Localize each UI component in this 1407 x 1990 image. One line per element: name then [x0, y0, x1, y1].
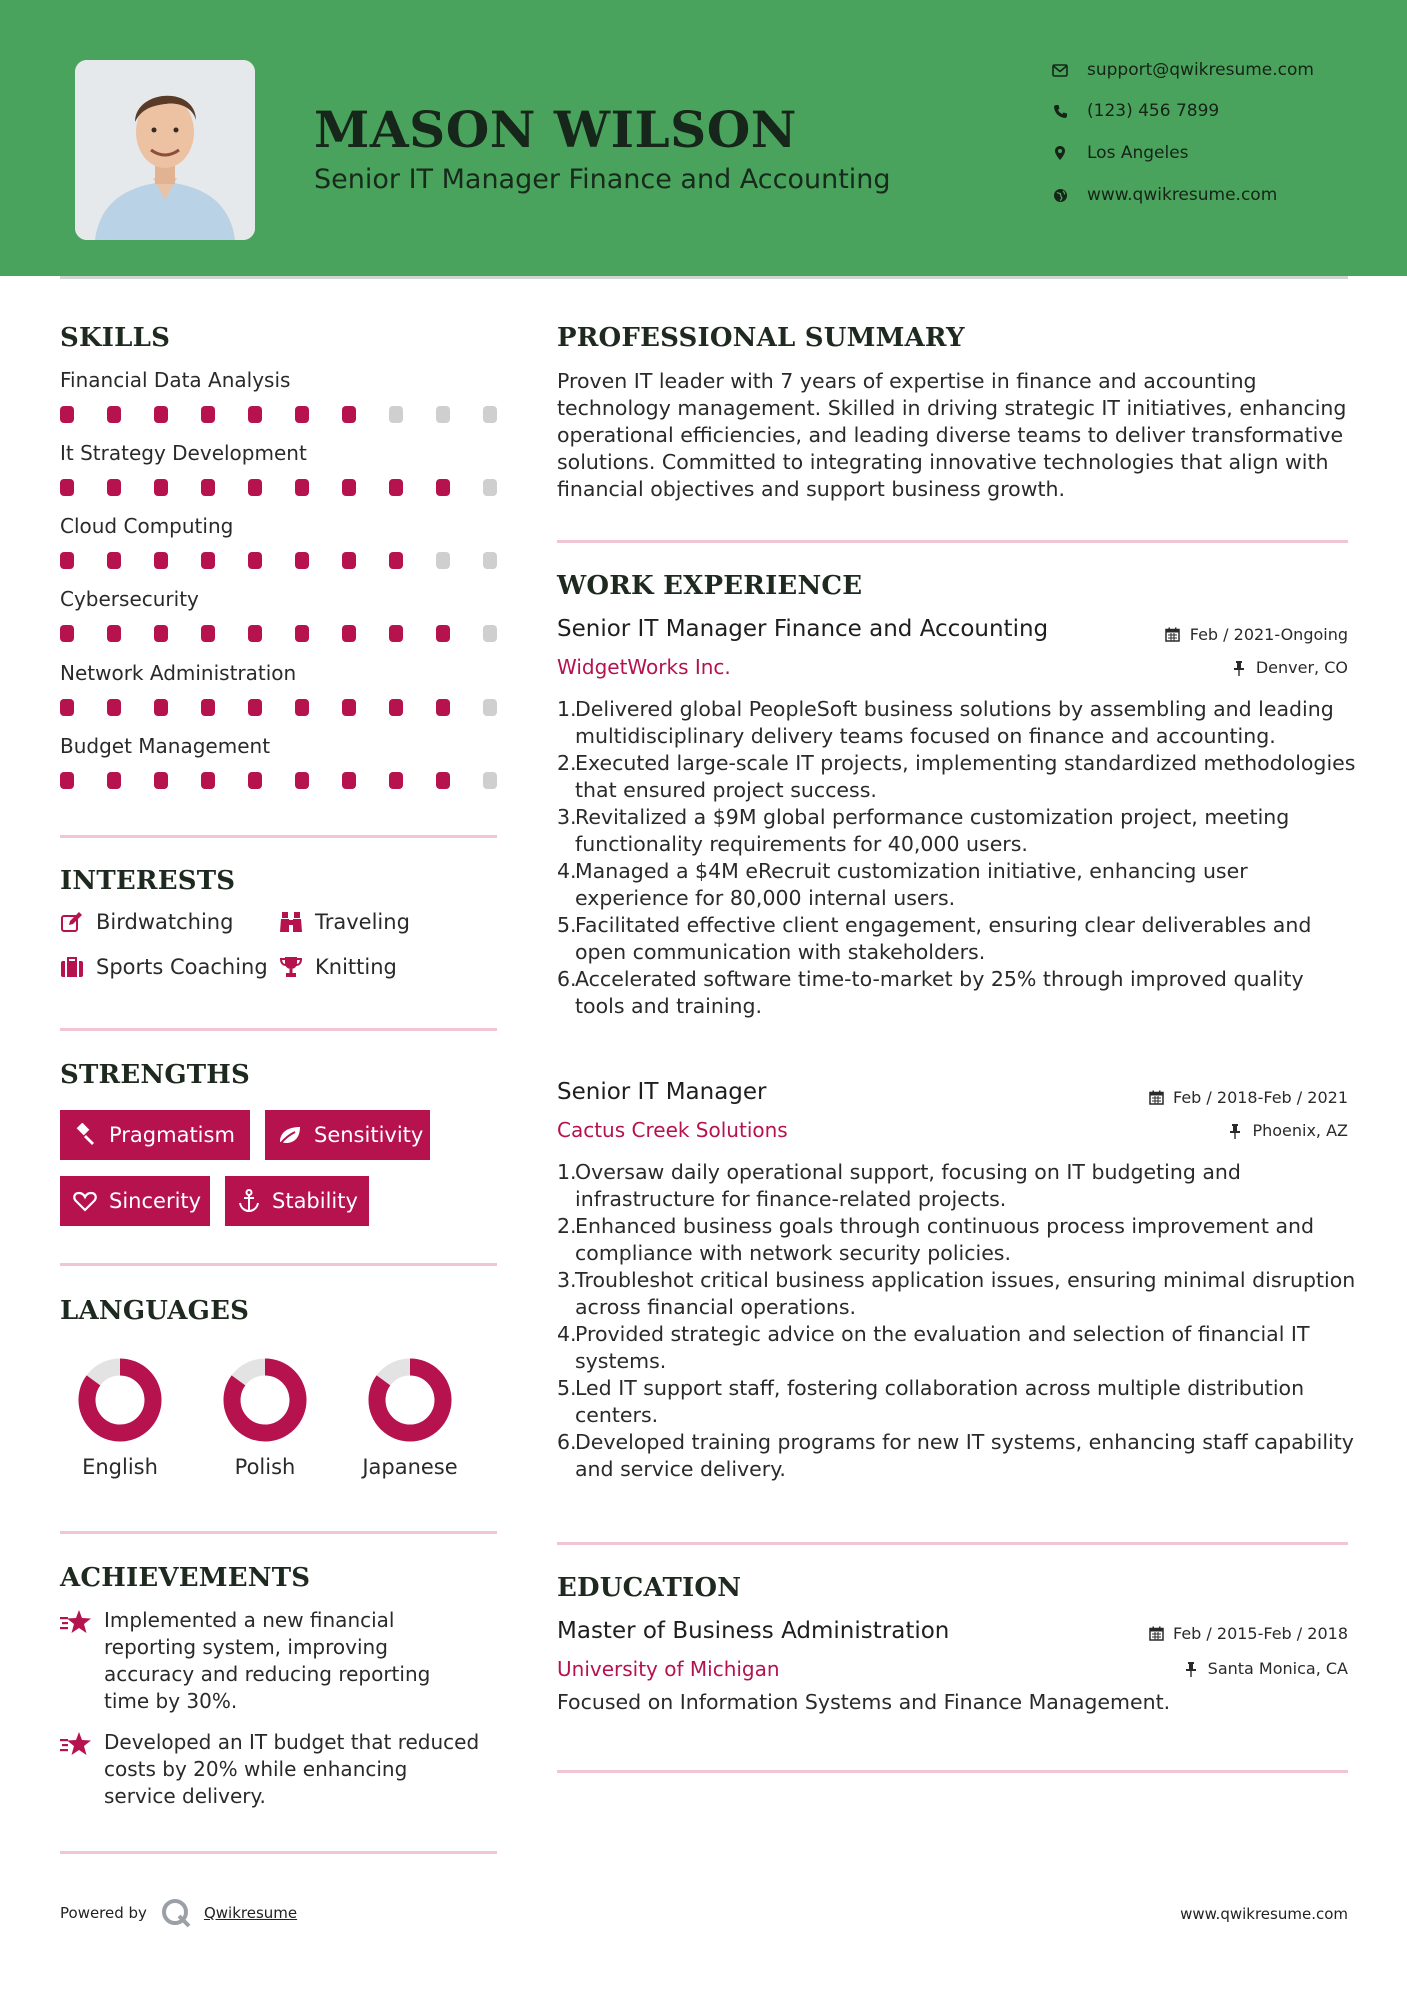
language-label: Polish: [234, 1455, 296, 1479]
list-item: 6. Accelerated software time-to-market by 25% through improved quality tools and training.: [557, 967, 1304, 1018]
skill-dot-filled: [295, 625, 309, 642]
skill-dot-filled: [248, 479, 262, 496]
job-dates: [1147, 1088, 1348, 1107]
achievement-item: [60, 1607, 480, 1715]
languages-heading: LANGUAGES: [60, 1296, 250, 1326]
skill-dot-filled: [107, 552, 121, 569]
skill-dot-filled: [342, 406, 356, 423]
list-item: 1. Delivered global PeopleSoft business solutions by assembling and leading multidisciplinary delivery teams focused on finance and accounting.: [557, 697, 1334, 748]
skill-rating: [60, 479, 530, 496]
education-dates-text: Feb / 2015-Feb / 2018: [1173, 1624, 1348, 1643]
skill-dot-filled: [154, 625, 168, 642]
section-divider: [60, 1263, 497, 1266]
skill-dot-filled: [436, 479, 450, 496]
language-item: [65, 1355, 175, 1479]
interest-item: [279, 910, 410, 934]
contact-location-text: Los Angeles: [1087, 143, 1189, 163]
interest-item: [60, 955, 268, 979]
degree-title: Master of Business Administration: [557, 1618, 950, 1644]
leaf-icon: [278, 1123, 302, 1147]
list-item: 3. Troubleshot critical business application issues, ensuring minimal disruption across financial operations.: [557, 1268, 1356, 1319]
footer-url[interactable]: www.qwikresume.com: [1180, 1905, 1348, 1923]
language-ring: [75, 1355, 165, 1445]
skill-dot-filled: [295, 552, 309, 569]
contact-phone[interactable]: [1050, 96, 1370, 126]
skill-dot-filled: [248, 552, 262, 569]
skill-name: Budget Management: [60, 734, 271, 758]
interests-heading: INTERESTS: [60, 866, 236, 896]
skill-dot-filled: [154, 552, 168, 569]
binoculars-icon: [279, 910, 303, 934]
skill-dot-filled: [60, 772, 74, 789]
job-location-text: Phoenix, AZ: [1252, 1121, 1348, 1140]
skill-dot-filled: [201, 479, 215, 496]
education-location-text: Santa Monica, CA: [1207, 1659, 1348, 1678]
calendar-icon: [1147, 1625, 1165, 1643]
strength-label: Sincerity: [109, 1189, 202, 1213]
company-name: Cactus Creek Solutions: [557, 1118, 788, 1142]
job-title: Senior IT Manager: [557, 1079, 767, 1105]
skill-dot-filled: [295, 406, 309, 423]
skill-name: Cybersecurity: [60, 587, 199, 611]
qwikresume-logo-icon: [160, 1898, 194, 1928]
section-divider: [60, 1851, 497, 1854]
skill-dot-filled: [248, 699, 262, 716]
skill-dot-filled: [60, 625, 74, 642]
language-item: [210, 1355, 320, 1479]
job-bullets: [557, 696, 1357, 1020]
skill-dot-empty: [483, 772, 497, 789]
skill-dot-filled: [389, 699, 403, 716]
list-item: 1. Oversaw daily operational support, focusing on IT budgeting and infrastructure for finance-related projects.: [557, 1160, 1241, 1211]
skill-dot-filled: [201, 552, 215, 569]
section-divider: [557, 1542, 1348, 1545]
interest-label: Knitting: [315, 955, 397, 979]
skill-dot-filled: [248, 625, 262, 642]
experience-heading: WORK EXPERIENCE: [557, 571, 863, 601]
job-location-text: Denver, CO: [1255, 658, 1348, 677]
skill-dot-filled: [107, 479, 121, 496]
skill-dot-filled: [389, 552, 403, 569]
skill-dot-filled: [342, 479, 356, 496]
skill-dot-filled: [389, 479, 403, 496]
section-divider: [60, 1028, 497, 1031]
education-description: Focused on Information Systems and Finance Management.: [557, 1690, 1171, 1714]
skill-dot-filled: [107, 772, 121, 789]
calendar-icon: [1147, 1089, 1165, 1107]
phone-icon: [1050, 101, 1070, 121]
anchor-icon: [238, 1189, 260, 1213]
job-location: [1230, 658, 1348, 677]
job-location: [1226, 1121, 1348, 1140]
summary-text: Proven IT leader with 7 years of expertise in finance and accounting technology management. Skilled in driving strategic IT initiatives, enhancing operational efficiencies, and leading diverse teams to deliver transformative solutions. Committed to integrating innovative technologies that align with financial objectives and support business growth.: [557, 369, 1347, 501]
achievement-text: Developed an IT budget that reduced costs by 20% while enhancing service delivery.: [104, 1730, 480, 1808]
education-location: [1182, 1659, 1348, 1678]
gavel-icon: [73, 1123, 97, 1147]
skill-dot-filled: [60, 479, 74, 496]
strength-badge: [60, 1176, 210, 1226]
skill-dot-empty: [483, 625, 497, 642]
contact-email[interactable]: [1050, 55, 1370, 85]
skill-dot-filled: [154, 406, 168, 423]
skill-dot-filled: [60, 406, 74, 423]
contact-location: [1050, 138, 1370, 168]
skill-name: Cloud Computing: [60, 514, 234, 538]
job-dates-text: Feb / 2021-Ongoing: [1189, 625, 1348, 644]
skill-dot-filled: [248, 406, 262, 423]
star-icon: [60, 1609, 92, 1635]
briefcase-icon: [60, 955, 84, 979]
skill-dot-empty: [483, 552, 497, 569]
skill-dot-empty: [389, 406, 403, 423]
strength-label: Stability: [272, 1189, 358, 1213]
interest-label: Traveling: [315, 910, 410, 934]
skill-dot-filled: [436, 625, 450, 642]
skill-dot-empty: [436, 552, 450, 569]
interest-item: [279, 955, 397, 979]
skill-rating: [60, 406, 530, 423]
interest-label: Sports Coaching: [96, 955, 268, 979]
strength-label: Sensitivity: [314, 1123, 424, 1147]
skill-dot-filled: [154, 699, 168, 716]
skill-rating: [60, 552, 530, 569]
contact-email-text: support@qwikresume.com: [1087, 60, 1314, 80]
company-name: WidgetWorks Inc.: [557, 655, 731, 679]
skill-dot-filled: [342, 625, 356, 642]
skill-dot-filled: [389, 772, 403, 789]
achievement-text: Implemented a new financial reporting system, improving accuracy and reducing reporting time by 30%.: [104, 1608, 431, 1713]
contact-phone-text: (123) 456 7899: [1087, 101, 1220, 121]
strength-badge: [60, 1110, 250, 1160]
skill-dot-filled: [248, 772, 262, 789]
interest-item: [60, 910, 233, 934]
skill-dot-empty: [483, 479, 497, 496]
skill-dot-filled: [342, 552, 356, 569]
job-dates: [1164, 625, 1348, 644]
skill-dot-filled: [295, 479, 309, 496]
skill-dot-filled: [154, 479, 168, 496]
skill-dot-filled: [295, 772, 309, 789]
job-bullets: [557, 1159, 1357, 1483]
globe-icon: [1050, 185, 1070, 205]
skill-dot-filled: [389, 625, 403, 642]
heart-icon: [73, 1189, 97, 1213]
map-pin-icon: [1050, 143, 1070, 163]
skill-dot-filled: [107, 406, 121, 423]
strengths-heading: STRENGTHS: [60, 1060, 251, 1090]
skill-rating: [60, 772, 530, 789]
skill-dot-empty: [483, 699, 497, 716]
skill-dot-filled: [107, 625, 121, 642]
trophy-icon: [279, 955, 303, 979]
star-icon: [60, 1731, 92, 1757]
skill-name: It Strategy Development: [60, 441, 307, 465]
skill-rating: [60, 699, 530, 716]
list-item: 5. Led IT support staff, fostering collaboration across multiple distribution centers.: [557, 1376, 1305, 1427]
summary-heading: PROFESSIONAL SUMMARY: [557, 323, 965, 353]
profile-photo: [75, 60, 255, 240]
section-divider: [60, 1531, 497, 1534]
section-divider: [557, 1770, 1348, 1773]
job-dates-text: Feb / 2018-Feb / 2021: [1173, 1088, 1348, 1107]
powered-by-text: Powered by: [60, 1904, 147, 1922]
skill-name: Financial Data Analysis: [60, 368, 291, 392]
language-item: [355, 1355, 465, 1479]
skill-dot-filled: [295, 699, 309, 716]
list-item: 2. Executed large-scale IT projects, implementing standardized methodologies that ensured project success.: [557, 751, 1356, 802]
achievements-heading: ACHIEVEMENTS: [60, 1563, 311, 1593]
skill-dot-empty: [436, 406, 450, 423]
skill-dot-filled: [201, 772, 215, 789]
education-heading: EDUCATION: [557, 1573, 742, 1603]
skill-dot-filled: [342, 699, 356, 716]
language-label: Japanese: [362, 1455, 458, 1479]
list-item: 5. Facilitated effective client engagement, ensuring clear deliverables and open communication with stakeholders.: [557, 913, 1312, 964]
pencil-square-icon: [60, 910, 84, 934]
achievement-item: [60, 1729, 480, 1810]
job-title: Senior IT Manager Finance and Accounting: [557, 616, 1049, 642]
list-item: 4. Managed a $4M eRecruit customization initiative, enhancing user experience for 80,000 internal users.: [557, 859, 1248, 910]
interest-label: Birdwatching: [96, 910, 234, 934]
contact-website-text: www.qwikresume.com: [1087, 185, 1278, 205]
education-dates: [1147, 1624, 1348, 1643]
skill-dot-empty: [483, 406, 497, 423]
section-divider: [557, 540, 1348, 543]
section-divider: [60, 835, 497, 838]
skill-dot-filled: [436, 772, 450, 789]
pushpin-icon: [1226, 1122, 1244, 1140]
envelope-icon: [1050, 60, 1070, 80]
strength-badge: [225, 1176, 369, 1226]
list-item: 3. Revitalized a $9M global performance customization project, meeting functionality requirements for 40,000 users.: [557, 805, 1290, 856]
header-divider: [60, 276, 1348, 279]
skill-name: Network Administration: [60, 661, 297, 685]
skills-heading: SKILLS: [60, 323, 171, 353]
list-item: 6. Developed training programs for new IT systems, enhancing staff capability and service delivery.: [557, 1430, 1354, 1481]
list-item: 4. Provided strategic advice on the evaluation and selection of financial IT systems.: [557, 1322, 1310, 1373]
pushpin-icon: [1230, 659, 1248, 677]
school-name: University of Michigan: [557, 1657, 780, 1681]
skill-dot-filled: [201, 699, 215, 716]
skill-dot-filled: [107, 699, 121, 716]
list-item: 2. Enhanced business goals through continuous process improvement and compliance with network security policies.: [557, 1214, 1315, 1265]
candidate-title: Senior IT Manager Finance and Accounting: [314, 164, 891, 195]
skill-dot-filled: [342, 772, 356, 789]
candidate-name: MASON WILSON: [314, 100, 797, 159]
skill-dot-filled: [201, 625, 215, 642]
strength-label: Pragmatism: [109, 1123, 235, 1147]
skill-dot-filled: [154, 772, 168, 789]
language-label: English: [82, 1455, 158, 1479]
strength-badge: [265, 1110, 430, 1160]
skill-dot-filled: [201, 406, 215, 423]
language-ring: [365, 1355, 455, 1445]
skill-dot-filled: [60, 699, 74, 716]
resume-header: [0, 0, 1407, 276]
calendar-icon: [1164, 626, 1182, 644]
footer-powered-by: [60, 1898, 297, 1928]
language-ring: [220, 1355, 310, 1445]
qwikresume-link[interactable]: Qwikresume: [203, 1904, 298, 1922]
pushpin-icon: [1182, 1660, 1200, 1678]
skill-dot-filled: [60, 552, 74, 569]
skill-rating: [60, 625, 530, 642]
skill-dot-filled: [436, 699, 450, 716]
contact-website[interactable]: [1050, 180, 1370, 210]
